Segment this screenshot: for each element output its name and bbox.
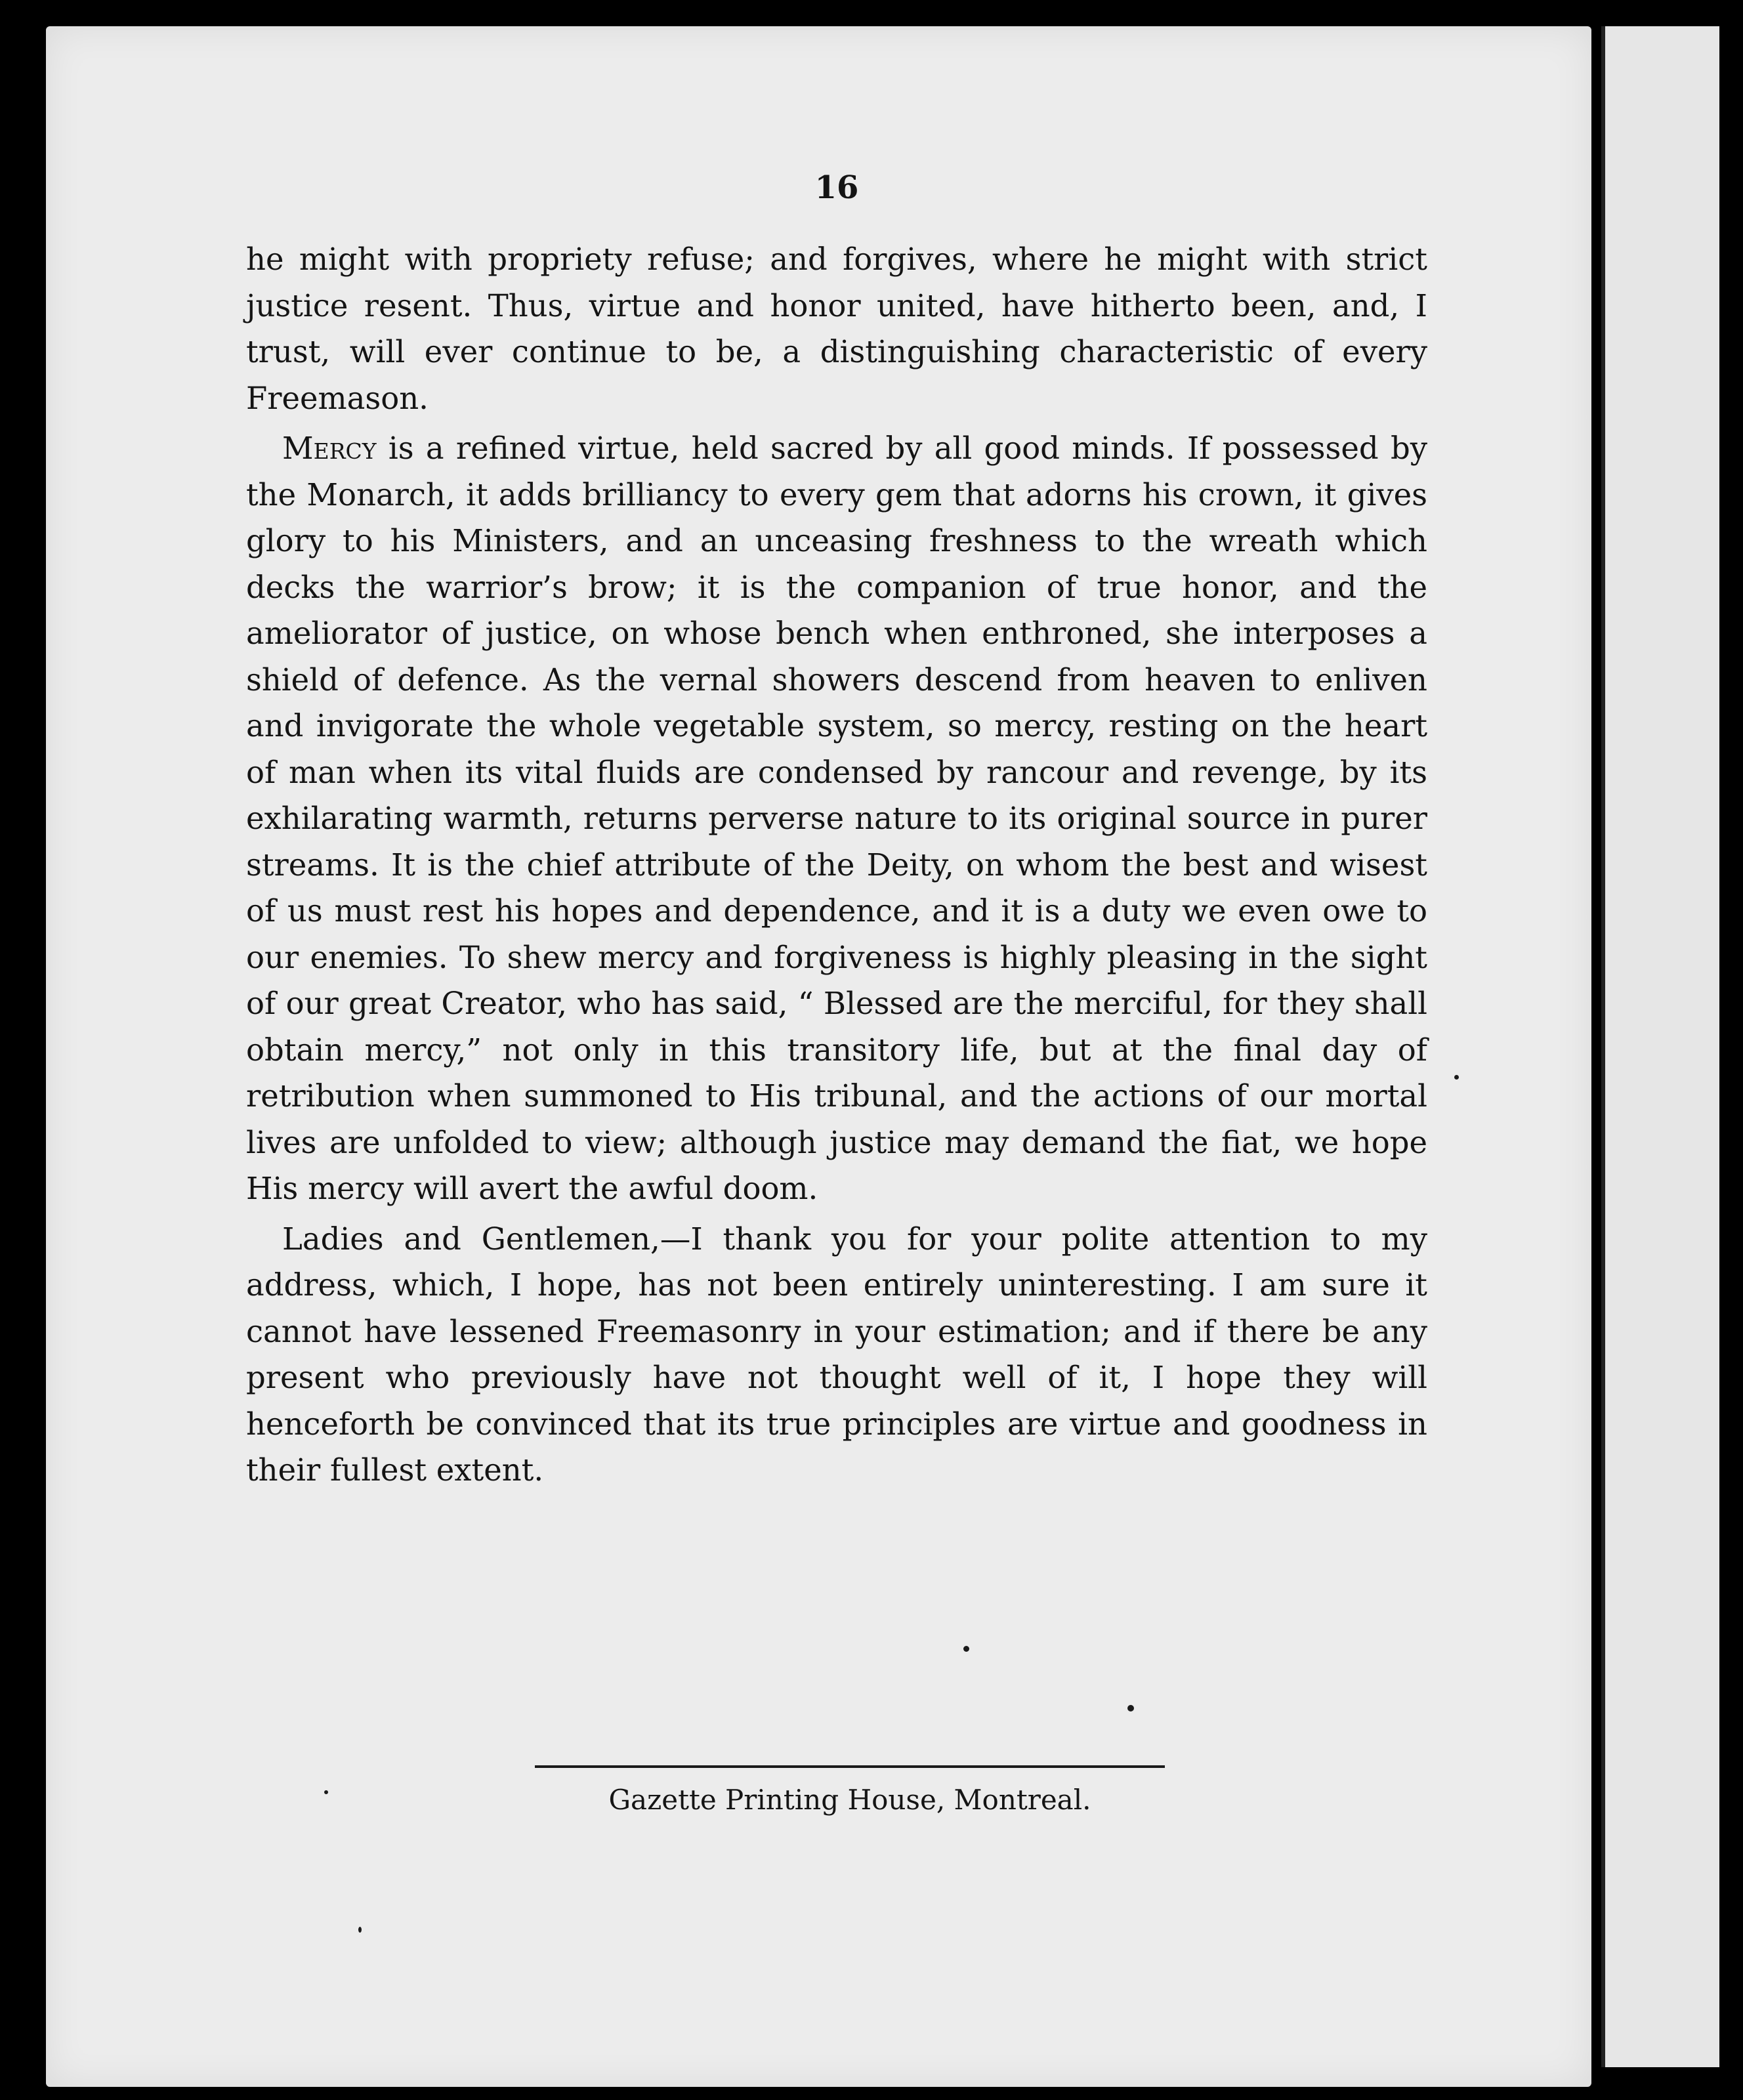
paragraph-text: is a refined virtue, held sacred by all good minds. If possessed by the Monarch, it adds brilliancy to every gem that adorns his crown, it gives glory to his Ministers, and an unceasing freshness to the wreath which decks the warrior’s brow; it is the companion of true honor, and the ameliorator of justice, on whose bench when enthroned, she interposes a shield of defence. As the vernal showers descend from heaven to enliven and invigorate the whole vegetable system, so mercy, resting on the heart of man when its vital fluids are condensed by rancour and revenge, by its exhilarating warmth, returns perverse nature to its original source in purer streams. It is the chief attribute of the Deity, on whom the best and wisest of us must rest his hopes and dependence, and it is a duty we even owe to our enemies. To shew mercy and forgiveness is highly pleasing in the sight of our great Creator, who has said, “ Blessed are the merciful, for they shall obtain mercy,” not only in this transitory life, but at the final day of retribution when summoned to His tribunal, and the actions of our mortal lives are unfolded to view; although justice may demand the fiat, we hope His mercy will avert the awful doom.	[246, 430, 1427, 1206]
imprint-rule	[535, 1765, 1165, 1768]
ink-speck	[324, 1790, 328, 1794]
paragraph-continuation	[246, 236, 1427, 421]
paragraph-lead-word: Mercy	[282, 430, 377, 466]
body-text	[246, 236, 1427, 1498]
ink-speck	[358, 1927, 362, 1933]
paragraph-mercy	[246, 425, 1427, 1212]
ink-speck	[963, 1646, 969, 1652]
scan-border	[1719, 0, 1743, 2100]
paragraph-closing	[246, 1216, 1427, 1494]
ink-speck	[1454, 1075, 1459, 1080]
printer-imprint: Gazette Printing House, Montreal.	[608, 1784, 1091, 1816]
page-number: 16	[814, 169, 859, 206]
paragraph-text: Ladies and Gentlemen,—I thank you for your polite attention to my address, which, I hope, has not been entirely uninteresting. I am sure it cannot have lessened Freemasonry in your estimation; and if there be any present who previously have not thought well of it, I hope they will henceforth be convinced that its true principles are virtue and goodness in their fullest extent.	[246, 1221, 1427, 1488]
adjacent-page-edge	[1601, 26, 1723, 2067]
paragraph-text: he might with propriety refuse; and forgives, where he might with strict justice resent. Thus, virtue and honor united, have hitherto been, and, I trust, will ever continue to be, a distinguishing characteristic of every Freemason.	[246, 242, 1427, 416]
ink-speck	[1127, 1705, 1134, 1712]
